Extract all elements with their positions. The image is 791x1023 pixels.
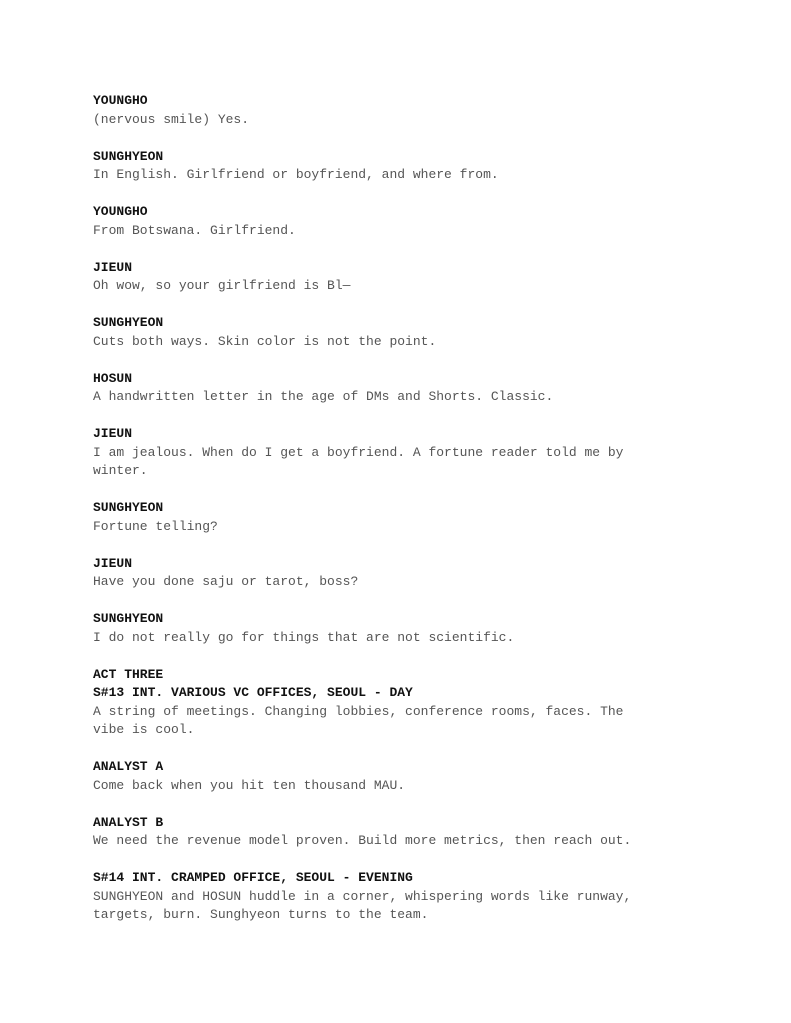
scene-heading: S#13 INT. VARIOUS VC OFFICES, SEOUL - DAY [93, 685, 413, 700]
character-name: JIEUN [93, 259, 133, 275]
character-name: SUNGHYEON [93, 611, 164, 626]
character-name: SUNGHYEON [93, 148, 164, 164]
dialogue-line: We need the revenue model proven. Build more metrics, then reach out. [93, 833, 632, 848]
character-name: SUNGHYEON [93, 315, 164, 330]
scene-heading: S#14 INT. CRAMPED OFFICE, SEOUL - EVENING [93, 870, 413, 885]
dialogue-block [93, 758, 693, 795]
dialogue-line: From Botswana. Girlfriend. [93, 222, 296, 238]
dialogue-block [93, 259, 693, 296]
dialogue-block [93, 499, 693, 536]
dialogue-block [93, 92, 693, 129]
scene-13-block [93, 666, 693, 740]
dialogue-line: I am jealous. When do I get a boyfriend. A fortune reader told me by [93, 444, 624, 460]
dialogue-block [93, 370, 693, 407]
action-line: targets, burn. Sunghyeon turns to the team. [93, 907, 429, 922]
dialogue-line: Fortune telling? [93, 518, 218, 534]
character-name: SUNGHYEON [93, 500, 164, 515]
dialogue-line: A handwritten letter in the age of DMs and Shorts. Classic. [93, 389, 554, 404]
dialogue-line: Have you done saju or tarot, boss? [93, 574, 359, 589]
character-name: ANALYST A [93, 759, 164, 774]
dialogue-block [93, 425, 693, 481]
character-name: JIEUN [93, 426, 133, 441]
character-name: ANALYST B [93, 814, 164, 830]
dialogue-line: In English. Girlfriend or boyfriend, and where from. [93, 167, 499, 182]
character-name: JIEUN [93, 555, 133, 571]
character-name: YOUNGHO [93, 93, 148, 108]
action-line: A string of meetings. Changing lobbies, conference rooms, faces. The [93, 703, 624, 719]
act-heading: ACT THREE [93, 666, 164, 682]
character-name: YOUNGHO [93, 204, 148, 219]
dialogue-block [93, 148, 693, 185]
dialogue-block [93, 610, 693, 647]
dialogue-block [93, 555, 693, 592]
action-line: vibe is cool. [93, 722, 195, 737]
dialogue-line: Cuts both ways. Skin color is not the point. [93, 333, 437, 349]
character-name: HOSUN [93, 370, 133, 386]
dialogue-block [93, 814, 693, 851]
dialogue-line: Come back when you hit ten thousand MAU. [93, 777, 406, 793]
dialogue-line: winter. [93, 463, 148, 478]
script-content [93, 92, 693, 925]
action-line: SUNGHYEON and HOSUN huddle in a corner, whispering words like runway, [93, 888, 632, 904]
scene-14-block [93, 869, 693, 925]
dialogue-block [93, 203, 693, 240]
dialogue-line: Oh wow, so your girlfriend is Bl— [93, 278, 351, 293]
dialogue-block [93, 314, 693, 351]
dialogue-line: (nervous smile) Yes. [93, 111, 250, 127]
dialogue-line: I do not really go for things that are not scientific. [93, 629, 515, 645]
